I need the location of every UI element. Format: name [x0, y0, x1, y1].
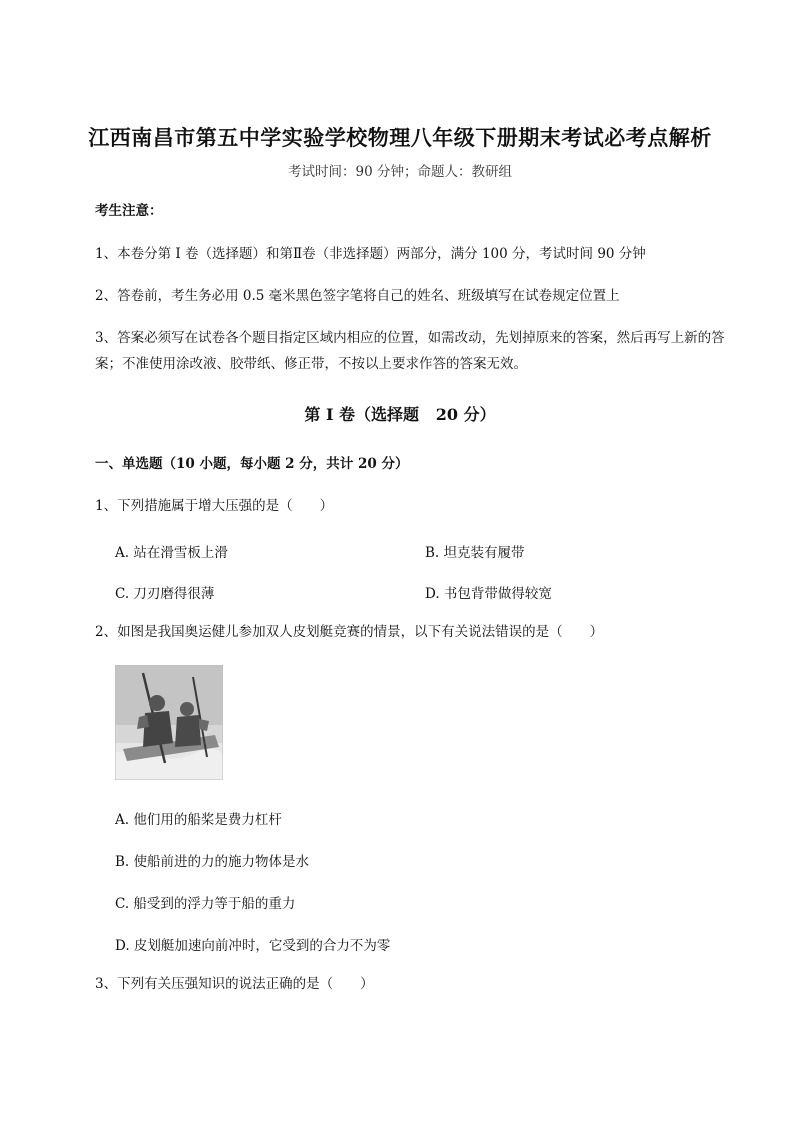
notice-item-2: 2、答卷前，考生务必用 0.5 毫米黑色签字笔将自己的姓名、班级填写在试卷规定位置上 — [95, 288, 620, 304]
question-1-stem: 1、下列措施属于增大压强的是（ ） — [95, 498, 334, 514]
question-2-option-c: C. 船受到的浮力等于船的重力 — [115, 896, 296, 912]
notice-heading: 考生注意： — [95, 203, 163, 219]
question-2-option-a: A. 他们用的船桨是费力杠杆 — [115, 812, 282, 828]
question-1-option-c: C. 刀刃磨得很薄 — [115, 586, 215, 602]
question-2-option-d: D. 皮划艇加速向前冲时，它受到的合力不为零 — [115, 938, 391, 954]
question-2-stem: 2、如图是我国奥运健儿参加双人皮划艇竞赛的情景，以下有关说法错误的是（ ） — [95, 624, 604, 640]
notice-item-1: 1、本卷分第 I 卷（选择题）和第Ⅱ卷（非选择题）两部分，满分 100 分，考试时间 90 分钟 — [95, 246, 646, 262]
section-title: 第 I 卷（选择题 20 分） — [304, 405, 496, 424]
question-3-stem: 3、下列有关压强知识的说法正确的是（ ） — [95, 976, 374, 992]
question-1-option-a: A. 站在滑雪板上滑 — [115, 545, 228, 561]
exam-title: 江西南昌市第五中学实验学校物理八年级下册期末考试必考点解析 — [88, 125, 712, 150]
kayak-race-photo — [115, 665, 223, 780]
question-1-option-b: B. 坦克装有履带 — [425, 545, 525, 561]
exam-subtitle: 考试时间：90 分钟；命题人：教研组 — [288, 164, 512, 180]
part-heading: 一、单选题（10 小题，每小题 2 分，共计 20 分） — [95, 456, 409, 472]
question-1-option-d: D. 书包背带做得较宽 — [425, 586, 552, 602]
notice-item-3: 3、答案必须写在试卷各个题目指定区域内相应的位置，如需改动，先划掉原来的答案，然后再写上新的答案；不准使用涂改液、胶带纸、修正带，不按以上要求作答的答案无效。 — [95, 330, 725, 372]
question-2-option-b: B. 使船前进的力的施力物体是水 — [115, 854, 310, 870]
